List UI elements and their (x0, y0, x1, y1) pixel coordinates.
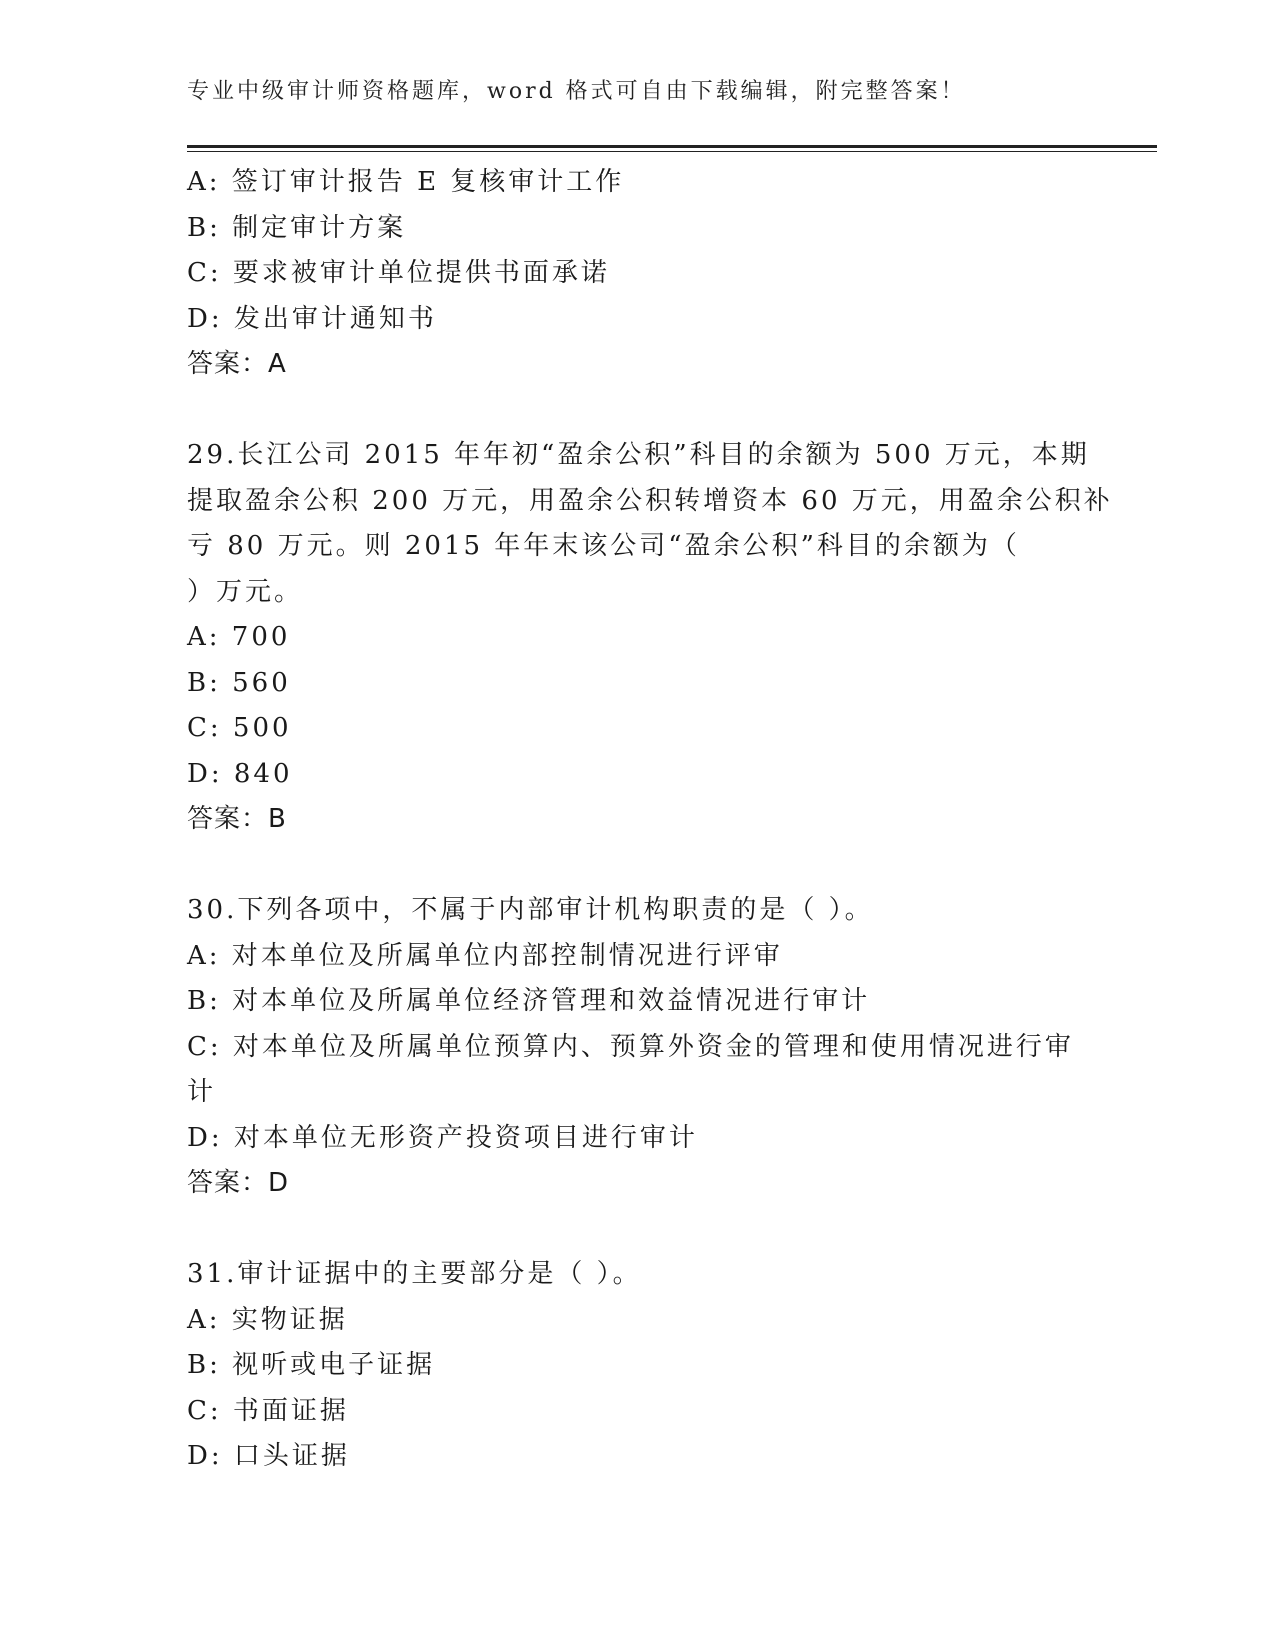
option-c: C: 500 (187, 713, 292, 743)
option-a: A: 实物证据 (187, 1304, 348, 1335)
answer-line: 答案：B (187, 804, 287, 834)
question-stem-line: 31.审计证据中的主要部分是（ ）。 (187, 1259, 642, 1289)
option-b: B: 560 (187, 667, 291, 698)
option-c: C: 书面证据 (187, 1395, 349, 1426)
question-28-block (187, 160, 1077, 388)
question-stem-line: 亏 80 万元。则 2015 年年末该公司“盈余公积”科目的余额为（ (187, 531, 1020, 561)
question-stem-line: 提取盈余公积 200 万元，用盈余公积转增资本 60 万元，用盈余公积补 (187, 485, 1113, 516)
option-a: A: 对本单位及所属单位内部控制情况进行评审 (187, 940, 783, 971)
question-30-block (187, 888, 1077, 1207)
option-d: D: 840 (187, 758, 293, 789)
option-a: A: 签订审计报告 E 复核审计工作 (187, 167, 625, 197)
option-d: D: 对本单位无形资产投资项目进行审计 (187, 1122, 698, 1153)
option-b: B: 制定审计方案 (187, 212, 407, 243)
header-rule-thick (187, 145, 1157, 148)
option-b: B: 视听或电子证据 (187, 1350, 436, 1380)
spacer (187, 388, 1077, 434)
option-d: D: 发出审计通知书 (187, 303, 437, 334)
option-d: D: 口头证据 (187, 1441, 350, 1471)
question-stem-line: ）万元。 (187, 576, 304, 607)
option-b: B: 对本单位及所属单位经济管理和效益情况进行审计 (187, 986, 871, 1016)
option-c-continuation: 计 (187, 1077, 217, 1107)
question-stem-line: 29.长江公司 2015 年年初“盈余公积”科目的余额为 500 万元，本期 (187, 440, 1090, 470)
spacer (187, 1207, 1077, 1253)
question-stem-line: 30.下列各项中，不属于内部审计机构职责的是（ ）。 (187, 895, 874, 925)
question-31-block (187, 1252, 1077, 1480)
answer-line: 答案：D (187, 1168, 290, 1198)
answer-line: 答案：A (187, 349, 287, 379)
option-c: C: 对本单位及所属单位预算内、预算外资金的管理和使用情况进行审 (187, 1031, 1074, 1062)
question-list (187, 160, 1113, 1480)
spacer (187, 843, 1077, 889)
header-rule-thin (187, 151, 1157, 152)
option-a: A: 700 (187, 622, 291, 652)
page-header: 专业中级审计师资格题库，word 格式可自由下载编辑，附完整答案！ (187, 79, 966, 104)
option-c: C: 要求被审计单位提供书面承诺 (187, 258, 610, 288)
question-29-block (187, 433, 1113, 843)
